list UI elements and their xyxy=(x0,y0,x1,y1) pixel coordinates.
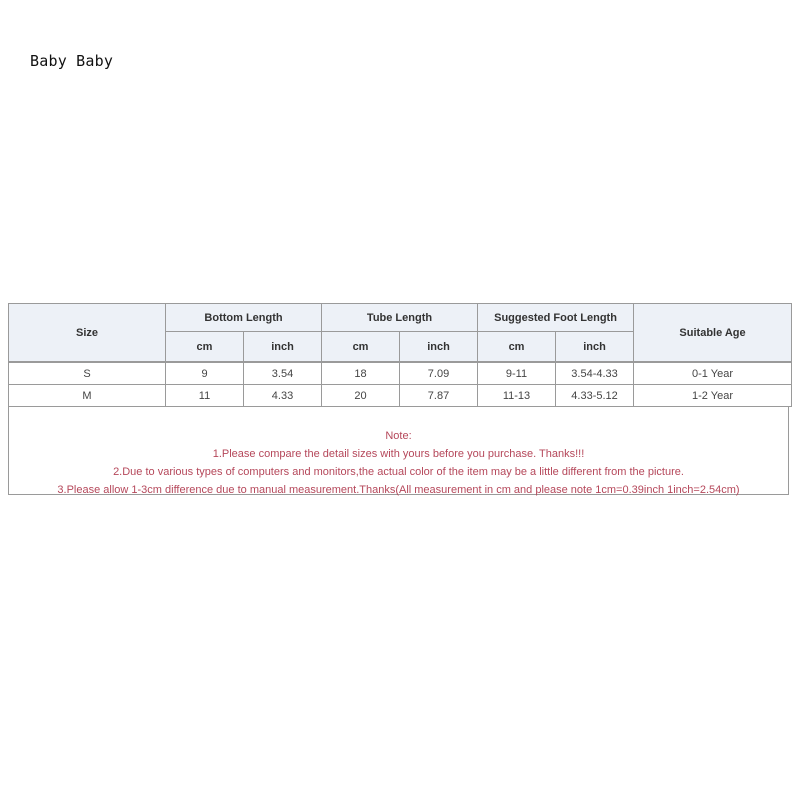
table-cell: 4.33-5.12 xyxy=(556,385,634,407)
table-cell: S xyxy=(9,362,166,385)
table-cell: 7.87 xyxy=(400,385,478,407)
note-box xyxy=(8,407,789,495)
table-row xyxy=(9,362,792,385)
table-cell: 1-2 Year xyxy=(634,385,792,407)
note-line: 3.Please allow 1-3cm difference due to manual measurement.Thanks(All measurement in cm and please note 1cm=0.39inch 1inch=2.54cm) xyxy=(57,484,740,496)
brand-name: Baby Baby xyxy=(30,52,114,70)
table-row xyxy=(9,385,792,407)
table-cell: 11-13 xyxy=(478,385,556,407)
size-chart-table xyxy=(8,303,792,407)
table-cell: 4.33 xyxy=(244,385,322,407)
note-title: Note: xyxy=(385,430,412,442)
table-cell: 11 xyxy=(166,385,244,407)
table-cell: 9 xyxy=(166,362,244,385)
table-cell: 3.54-4.33 xyxy=(556,362,634,385)
header-suggested-foot-length: Suggested Foot Length xyxy=(478,304,634,332)
unit-header: cm xyxy=(166,332,244,363)
table-cell: 3.54 xyxy=(244,362,322,385)
table-cell: 9-11 xyxy=(478,362,556,385)
unit-header: inch xyxy=(556,332,634,363)
header-tube-length: Tube Length xyxy=(322,304,478,332)
header-size: Size xyxy=(9,304,166,363)
unit-header: inch xyxy=(244,332,322,363)
note-line: 1.Please compare the detail sizes with yours before you purchase. Thanks!!! xyxy=(212,448,585,460)
unit-header: cm xyxy=(478,332,556,363)
table-cell: M xyxy=(9,385,166,407)
unit-header: cm xyxy=(322,332,400,363)
table-cell: 0-1 Year xyxy=(634,362,792,385)
note-line: 2.Due to various types of computers and monitors,the actual color of the item may be a little different from the picture. xyxy=(113,466,684,478)
header-bottom-length: Bottom Length xyxy=(166,304,322,332)
table-cell: 20 xyxy=(322,385,400,407)
table-cell: 7.09 xyxy=(400,362,478,385)
unit-header: inch xyxy=(400,332,478,363)
header-suitable-age: Suitable Age xyxy=(634,304,792,363)
table-cell: 18 xyxy=(322,362,400,385)
